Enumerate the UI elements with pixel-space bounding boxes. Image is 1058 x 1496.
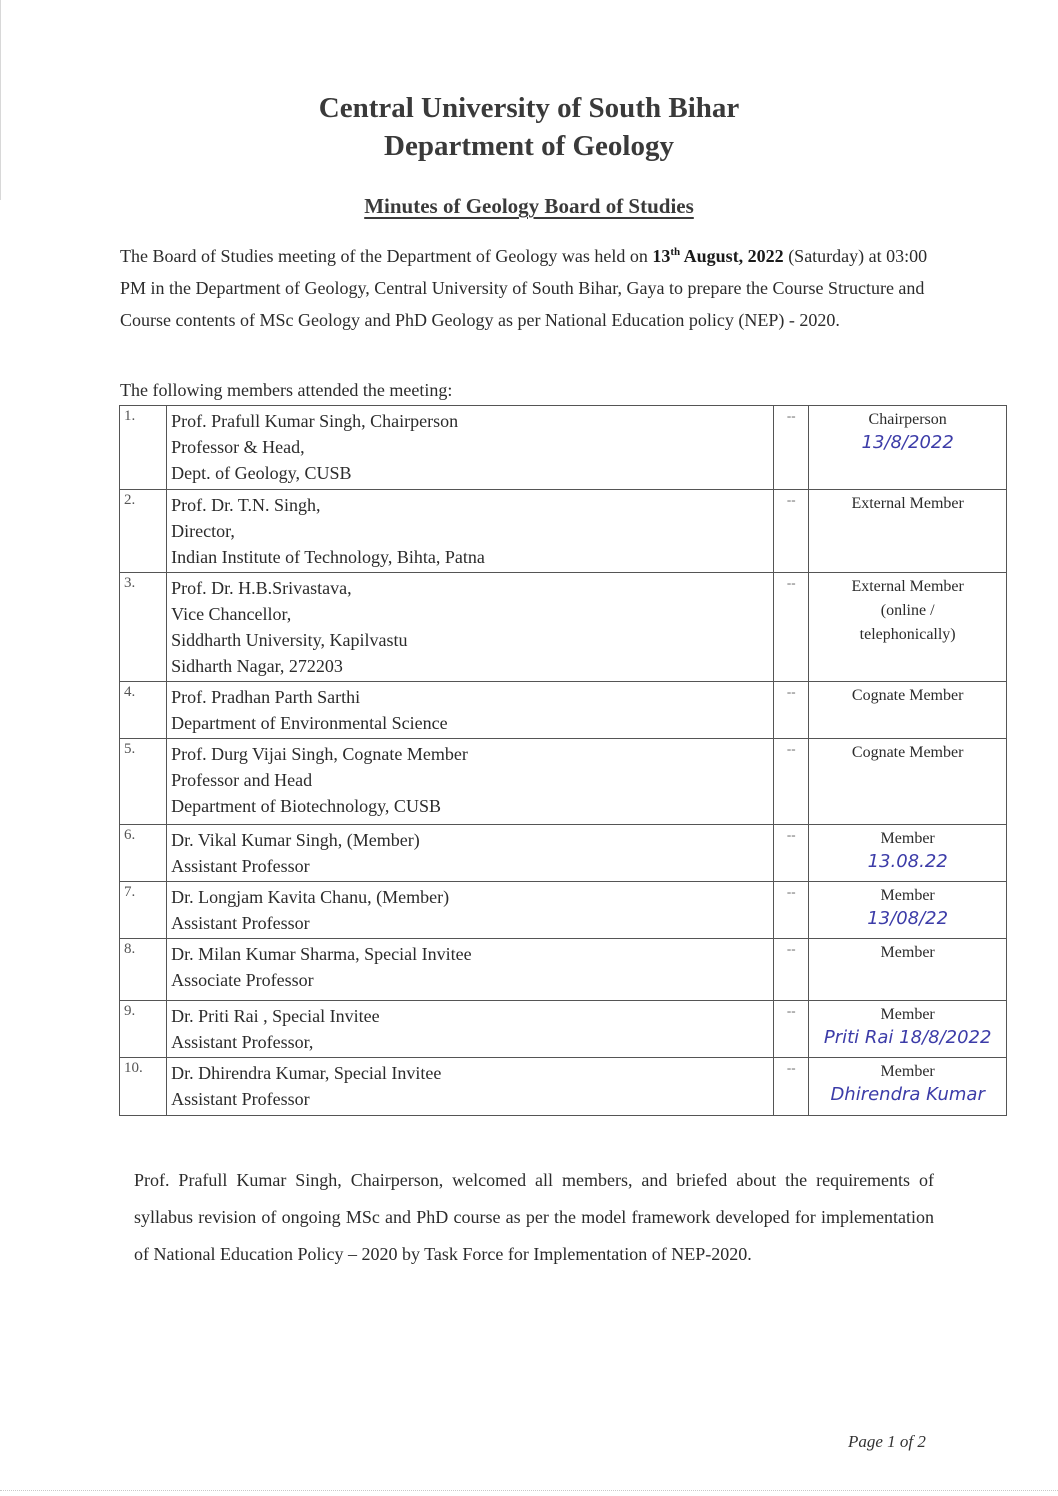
member-role bbox=[809, 882, 1007, 939]
member-dash: -- bbox=[774, 406, 809, 490]
member-role-line: Chairperson bbox=[868, 411, 947, 428]
member-role-line: External Member bbox=[851, 495, 964, 512]
member-detail-line: Assistant Professor, bbox=[171, 1032, 314, 1052]
member-detail-line: Vice Chancellor, bbox=[171, 604, 292, 624]
member-detail-line: Dr. Milan Kumar Sharma, Special Invitee bbox=[171, 944, 472, 964]
member-detail-line: Assistant Professor bbox=[171, 856, 310, 876]
member-role bbox=[809, 825, 1007, 882]
member-role bbox=[809, 573, 1007, 682]
member-row bbox=[120, 682, 1007, 739]
member-dash: -- bbox=[774, 1058, 809, 1116]
member-dash: -- bbox=[774, 682, 809, 739]
member-detail-line: Dr. Vikal Kumar Singh, (Member) bbox=[171, 830, 420, 850]
member-role bbox=[809, 490, 1007, 573]
member-role bbox=[809, 1001, 1007, 1058]
member-role-line: Cognate Member bbox=[851, 744, 964, 761]
member-detail-line: Dr. Priti Rai , Special Invitee bbox=[171, 1006, 380, 1026]
member-serial-number: 10. bbox=[120, 1058, 167, 1116]
member-details bbox=[167, 739, 774, 825]
member-role-line: Cognate Member bbox=[851, 687, 964, 704]
member-detail-line: Prof. Durg Vijai Singh, Cognate Member bbox=[171, 744, 468, 764]
member-details bbox=[167, 573, 774, 682]
member-serial-number: 2. bbox=[120, 490, 167, 573]
member-details bbox=[167, 939, 774, 1001]
member-row bbox=[120, 739, 1007, 825]
intro-text-1: The Board of Studies meeting of the Department of Geology was held on bbox=[120, 246, 653, 266]
member-detail-line: Prof. Dr. T.N. Singh, bbox=[171, 495, 321, 515]
member-detail-line: Sidharth Nagar, 272203 bbox=[171, 656, 343, 676]
member-role bbox=[809, 939, 1007, 1001]
member-role-line: Member bbox=[880, 887, 935, 904]
member-details bbox=[167, 490, 774, 573]
member-dash: -- bbox=[774, 825, 809, 882]
member-detail-line: Indian Institute of Technology, Bihta, Patna bbox=[171, 547, 485, 567]
university-title: Central University of South Bihar bbox=[318, 92, 740, 124]
intro-text-2: (Saturday) at 03:00 PM in the Department of Geology, Central University of South Bihar, Gaya to prepare the Course Structure and Course contents of MSc Geology and PhD Geology as per National Education policy (NEP) - 2020. bbox=[120, 246, 928, 330]
department-title: Department of Geology bbox=[384, 130, 674, 162]
attendance-label: The following members attended the meeting: bbox=[120, 380, 453, 400]
member-row bbox=[120, 882, 1007, 939]
member-details bbox=[167, 882, 774, 939]
member-row bbox=[120, 1058, 1007, 1116]
handwritten-signature: 13/8/2022 bbox=[861, 432, 954, 453]
member-details bbox=[167, 825, 774, 882]
member-role-line: Member bbox=[880, 1006, 935, 1023]
member-details bbox=[167, 1058, 774, 1116]
page-number: Page 1 of 2 bbox=[848, 1432, 926, 1451]
member-detail-line: Dept. of Geology, CUSB bbox=[171, 463, 352, 483]
member-dash: -- bbox=[774, 882, 809, 939]
member-row bbox=[120, 573, 1007, 682]
meeting-date: 13th August, 2022 bbox=[652, 246, 784, 266]
member-row bbox=[120, 406, 1007, 490]
member-serial-number: 7. bbox=[120, 882, 167, 939]
member-detail-line: Prof. Prafull Kumar Singh, Chairperson bbox=[171, 411, 459, 431]
member-detail-line: Assistant Professor bbox=[171, 913, 310, 933]
member-details bbox=[167, 682, 774, 739]
member-detail-line: Assistant Professor bbox=[171, 1089, 310, 1109]
handwritten-signature: 13/08/22 bbox=[867, 908, 949, 929]
member-detail-line: Director, bbox=[171, 521, 235, 541]
member-details bbox=[167, 1001, 774, 1058]
member-role-line: Member bbox=[880, 1063, 935, 1080]
member-dash: -- bbox=[774, 739, 809, 825]
member-detail-line: Department of Biotechnology, CUSB bbox=[171, 796, 441, 816]
member-detail-line: Professor and Head bbox=[171, 770, 313, 790]
member-dash: -- bbox=[774, 490, 809, 573]
scan-bottom-edge bbox=[0, 1490, 1058, 1491]
handwritten-signature: Priti Rai 18/8/2022 bbox=[823, 1027, 992, 1048]
member-role-line: Member bbox=[880, 944, 935, 961]
member-role-line: (online / bbox=[880, 602, 935, 619]
member-detail-line: Prof. Dr. H.B.Srivastava, bbox=[171, 578, 352, 598]
member-detail-line: Dr. Longjam Kavita Chanu, (Member) bbox=[171, 887, 450, 907]
minutes-heading: Minutes of Geology Board of Studies bbox=[364, 194, 694, 218]
member-detail-line: Siddharth University, Kapilvastu bbox=[171, 630, 408, 650]
member-role-line: External Member bbox=[851, 578, 964, 595]
member-detail-line: Dr. Dhirendra Kumar, Special Invitee bbox=[171, 1063, 442, 1083]
member-detail-line: Professor & Head, bbox=[171, 437, 305, 457]
member-dash: -- bbox=[774, 939, 809, 1001]
member-row bbox=[120, 939, 1007, 1001]
member-role bbox=[809, 406, 1007, 490]
member-detail-line: Associate Professor bbox=[171, 970, 314, 990]
meeting-intro-paragraph bbox=[120, 236, 938, 336]
member-role bbox=[809, 1058, 1007, 1116]
member-role-line: telephonically) bbox=[859, 626, 956, 643]
member-details bbox=[167, 406, 774, 490]
member-serial-number: 3. bbox=[120, 573, 167, 682]
member-dash: -- bbox=[774, 1001, 809, 1058]
member-role-line: Member bbox=[880, 830, 935, 847]
member-row bbox=[120, 825, 1007, 882]
member-serial-number: 4. bbox=[120, 682, 167, 739]
member-row bbox=[120, 1001, 1007, 1058]
member-row bbox=[120, 490, 1007, 573]
member-dash: -- bbox=[774, 573, 809, 682]
member-serial-number: 1. bbox=[120, 406, 167, 490]
member-serial-number: 6. bbox=[120, 825, 167, 882]
member-detail-line: Department of Environmental Science bbox=[171, 713, 448, 733]
member-serial-number: 5. bbox=[120, 739, 167, 825]
closing-paragraph: Prof. Prafull Kumar Singh, Chairperson, welcomed all members, and briefed about the requirements of syllabus revision of ongoing MSc and PhD course as per the model framework developed for implementation of National Education Policy – 2020 by Task Force for Implementation of NEP-2020. bbox=[134, 1170, 934, 1264]
member-role bbox=[809, 739, 1007, 825]
attendance-table bbox=[119, 405, 1007, 1116]
handwritten-signature: Dhirendra Kumar bbox=[830, 1084, 985, 1105]
member-role bbox=[809, 682, 1007, 739]
handwritten-signature: 13.08.22 bbox=[867, 851, 948, 872]
member-serial-number: 8. bbox=[120, 939, 167, 1001]
member-detail-line: Prof. Pradhan Parth Sarthi bbox=[171, 687, 361, 707]
member-serial-number: 9. bbox=[120, 1001, 167, 1058]
